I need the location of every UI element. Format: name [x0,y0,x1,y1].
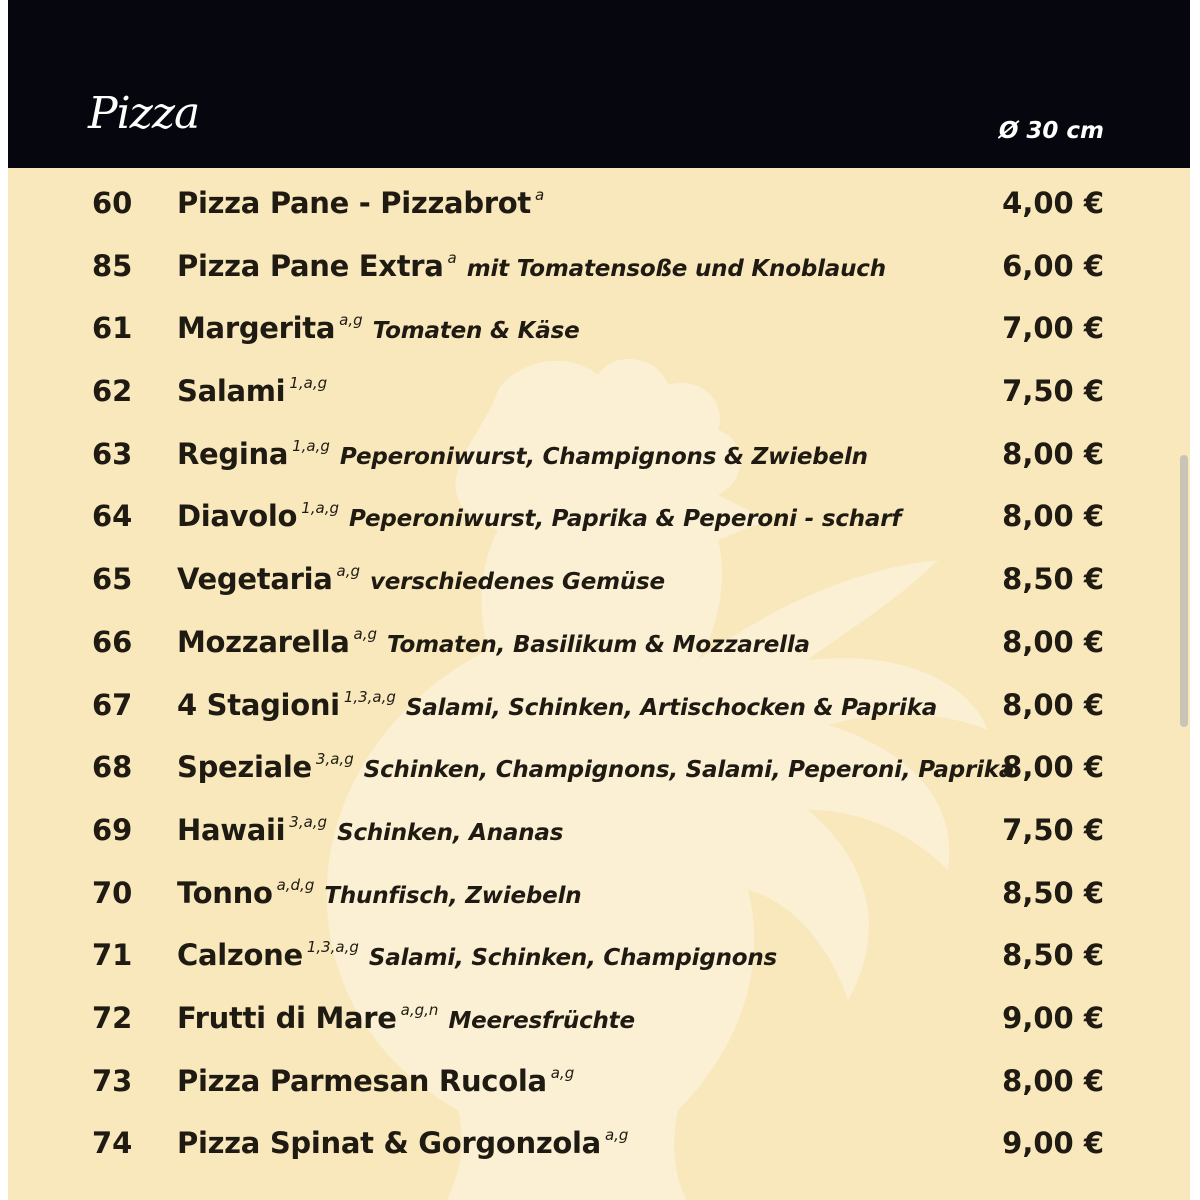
menu-item-row [8,487,1190,550]
item-number: 65 [92,562,133,597]
pizza-size-label: Ø 30 cm [998,118,1104,144]
item-price: 8,50 € [1002,938,1104,973]
allergen-codes: 1,a,g [289,374,328,393]
allergen-codes: 3,a,g [289,812,328,831]
item-number: 73 [92,1063,133,1098]
item-price: 8,00 € [1002,750,1104,785]
section-title: Pizza [88,88,200,139]
item-price: 7,50 € [1002,812,1104,847]
item-description: Peperoniwurst, Champignons & Zwiebeln [339,443,868,470]
allergen-codes: a,g [353,624,378,643]
menu-item-row [8,801,1190,864]
item-text [177,938,777,972]
item-name: Tonno [177,875,273,910]
menu-item-row [8,676,1190,739]
item-name: Pizza Pane - Pizzabrot [177,186,531,220]
item-text [177,1001,635,1035]
item-number: 60 [92,186,133,220]
item-price: 8,00 € [1002,624,1104,659]
item-name: Frutti di Mare [177,1000,397,1035]
item-price: 6,00 € [1002,248,1104,283]
item-number: 72 [92,1000,133,1035]
item-description: Salami, Schinken, Artischocken & Paprika [405,694,938,721]
pizza-list [8,174,1190,1177]
allergen-codes: a,d,g [276,875,315,894]
item-price: 8,00 € [1002,499,1104,534]
item-price: 9,00 € [1002,1000,1104,1035]
item-text [177,876,581,910]
item-name: Vegetaria [177,562,333,597]
item-name: Mozzarella [177,624,350,659]
item-number: 74 [92,1126,133,1161]
item-number: 69 [92,812,133,847]
item-text [177,499,901,533]
allergen-codes: 1,3,a,g [306,938,359,957]
item-number: 71 [92,938,133,973]
item-number: 66 [92,624,133,659]
menu-item-row [8,550,1190,613]
item-number: 67 [92,687,133,722]
item-description: Peperoniwurst, Paprika & Peperoni - scharf [348,506,902,533]
item-number: 64 [92,499,133,534]
item-price: 8,00 € [1002,687,1104,722]
allergen-codes: a,g [339,311,363,330]
item-text [177,688,937,722]
item-name: Calzone [177,938,303,973]
item-text [177,374,337,408]
item-number: 70 [92,875,133,910]
allergen-codes: 1,a,g [301,499,339,518]
item-name: 4 Stagioni [177,687,340,722]
item-description: Tomaten & Käse [372,318,580,345]
item-text [177,562,665,596]
item-price: 9,00 € [1002,1126,1104,1161]
item-description: verschiedenes Gemüse [369,569,665,596]
item-text [177,1126,638,1160]
menu-item-row [8,989,1190,1052]
item-name: Pizza Spinat & Gorgonzola [177,1126,601,1161]
menu-page [8,0,1190,1200]
item-price: 7,00 € [1002,311,1104,346]
item-text [177,625,810,659]
item-text [177,750,1014,784]
menu-item-row [8,237,1190,300]
item-name: Hawaii [177,812,286,847]
allergen-codes: a,g [336,562,360,581]
item-description: Meeresfrüchte [448,1007,635,1034]
menu-item-row [8,926,1190,989]
item-text [177,311,580,345]
item-price: 8,00 € [1002,1063,1104,1098]
item-description: Thunfisch, Zwiebeln [324,882,582,909]
menu-item-row [8,1052,1190,1115]
item-text [177,186,554,220]
menu-item-row [8,1114,1190,1177]
item-name: Margerita [177,311,336,346]
menu-item-row [8,613,1190,676]
item-description: Schinken, Champignons, Salami, Peperoni, Paprika [363,757,1015,784]
item-name: Pizza Pane Extra [177,248,444,283]
item-number: 68 [92,750,133,785]
allergen-codes: a,g [550,1063,575,1082]
item-text [177,437,868,471]
item-description: Salami, Schinken, Champignons [368,945,778,972]
item-price: 8,50 € [1002,875,1104,910]
item-number: 61 [92,311,133,346]
item-price: 7,50 € [1002,374,1104,409]
allergen-codes: 1,3,a,g [343,687,396,706]
item-name: Regina [177,436,289,471]
item-name: Diavolo [177,499,298,534]
allergen-codes: a [534,186,545,204]
menu-item-row [8,425,1190,488]
menu-item-row [8,738,1190,801]
allergen-codes: 1,a,g [292,436,330,455]
allergen-codes: a [447,248,457,267]
item-name: Pizza Parmesan Rucola [177,1063,547,1098]
menu-item-row [8,864,1190,927]
allergen-codes: 3,a,g [315,750,354,769]
item-description: Tomaten, Basilikum & Mozzarella [387,631,810,658]
item-description: Schinken, Ananas [337,819,564,846]
item-price: 8,00 € [1002,436,1104,471]
menu-header [8,0,1190,168]
scrollbar[interactable] [1180,455,1188,727]
item-name: Salami [177,374,286,409]
allergen-codes: a,g,n [400,1000,439,1019]
item-text [177,813,563,847]
item-text [177,1064,584,1098]
menu-item-row [8,362,1190,425]
item-description: mit Tomatensoße und Knoblauch [466,255,886,282]
menu-item-row [8,174,1190,237]
item-number: 85 [92,248,133,283]
item-price: 8,50 € [1002,562,1104,597]
item-number: 62 [92,374,133,409]
item-number: 63 [92,436,133,471]
item-price: 4,00 € [1002,186,1104,220]
item-name: Speziale [177,750,312,785]
item-text [177,249,886,283]
allergen-codes: a,g [604,1126,629,1145]
menu-item-row [8,299,1190,362]
